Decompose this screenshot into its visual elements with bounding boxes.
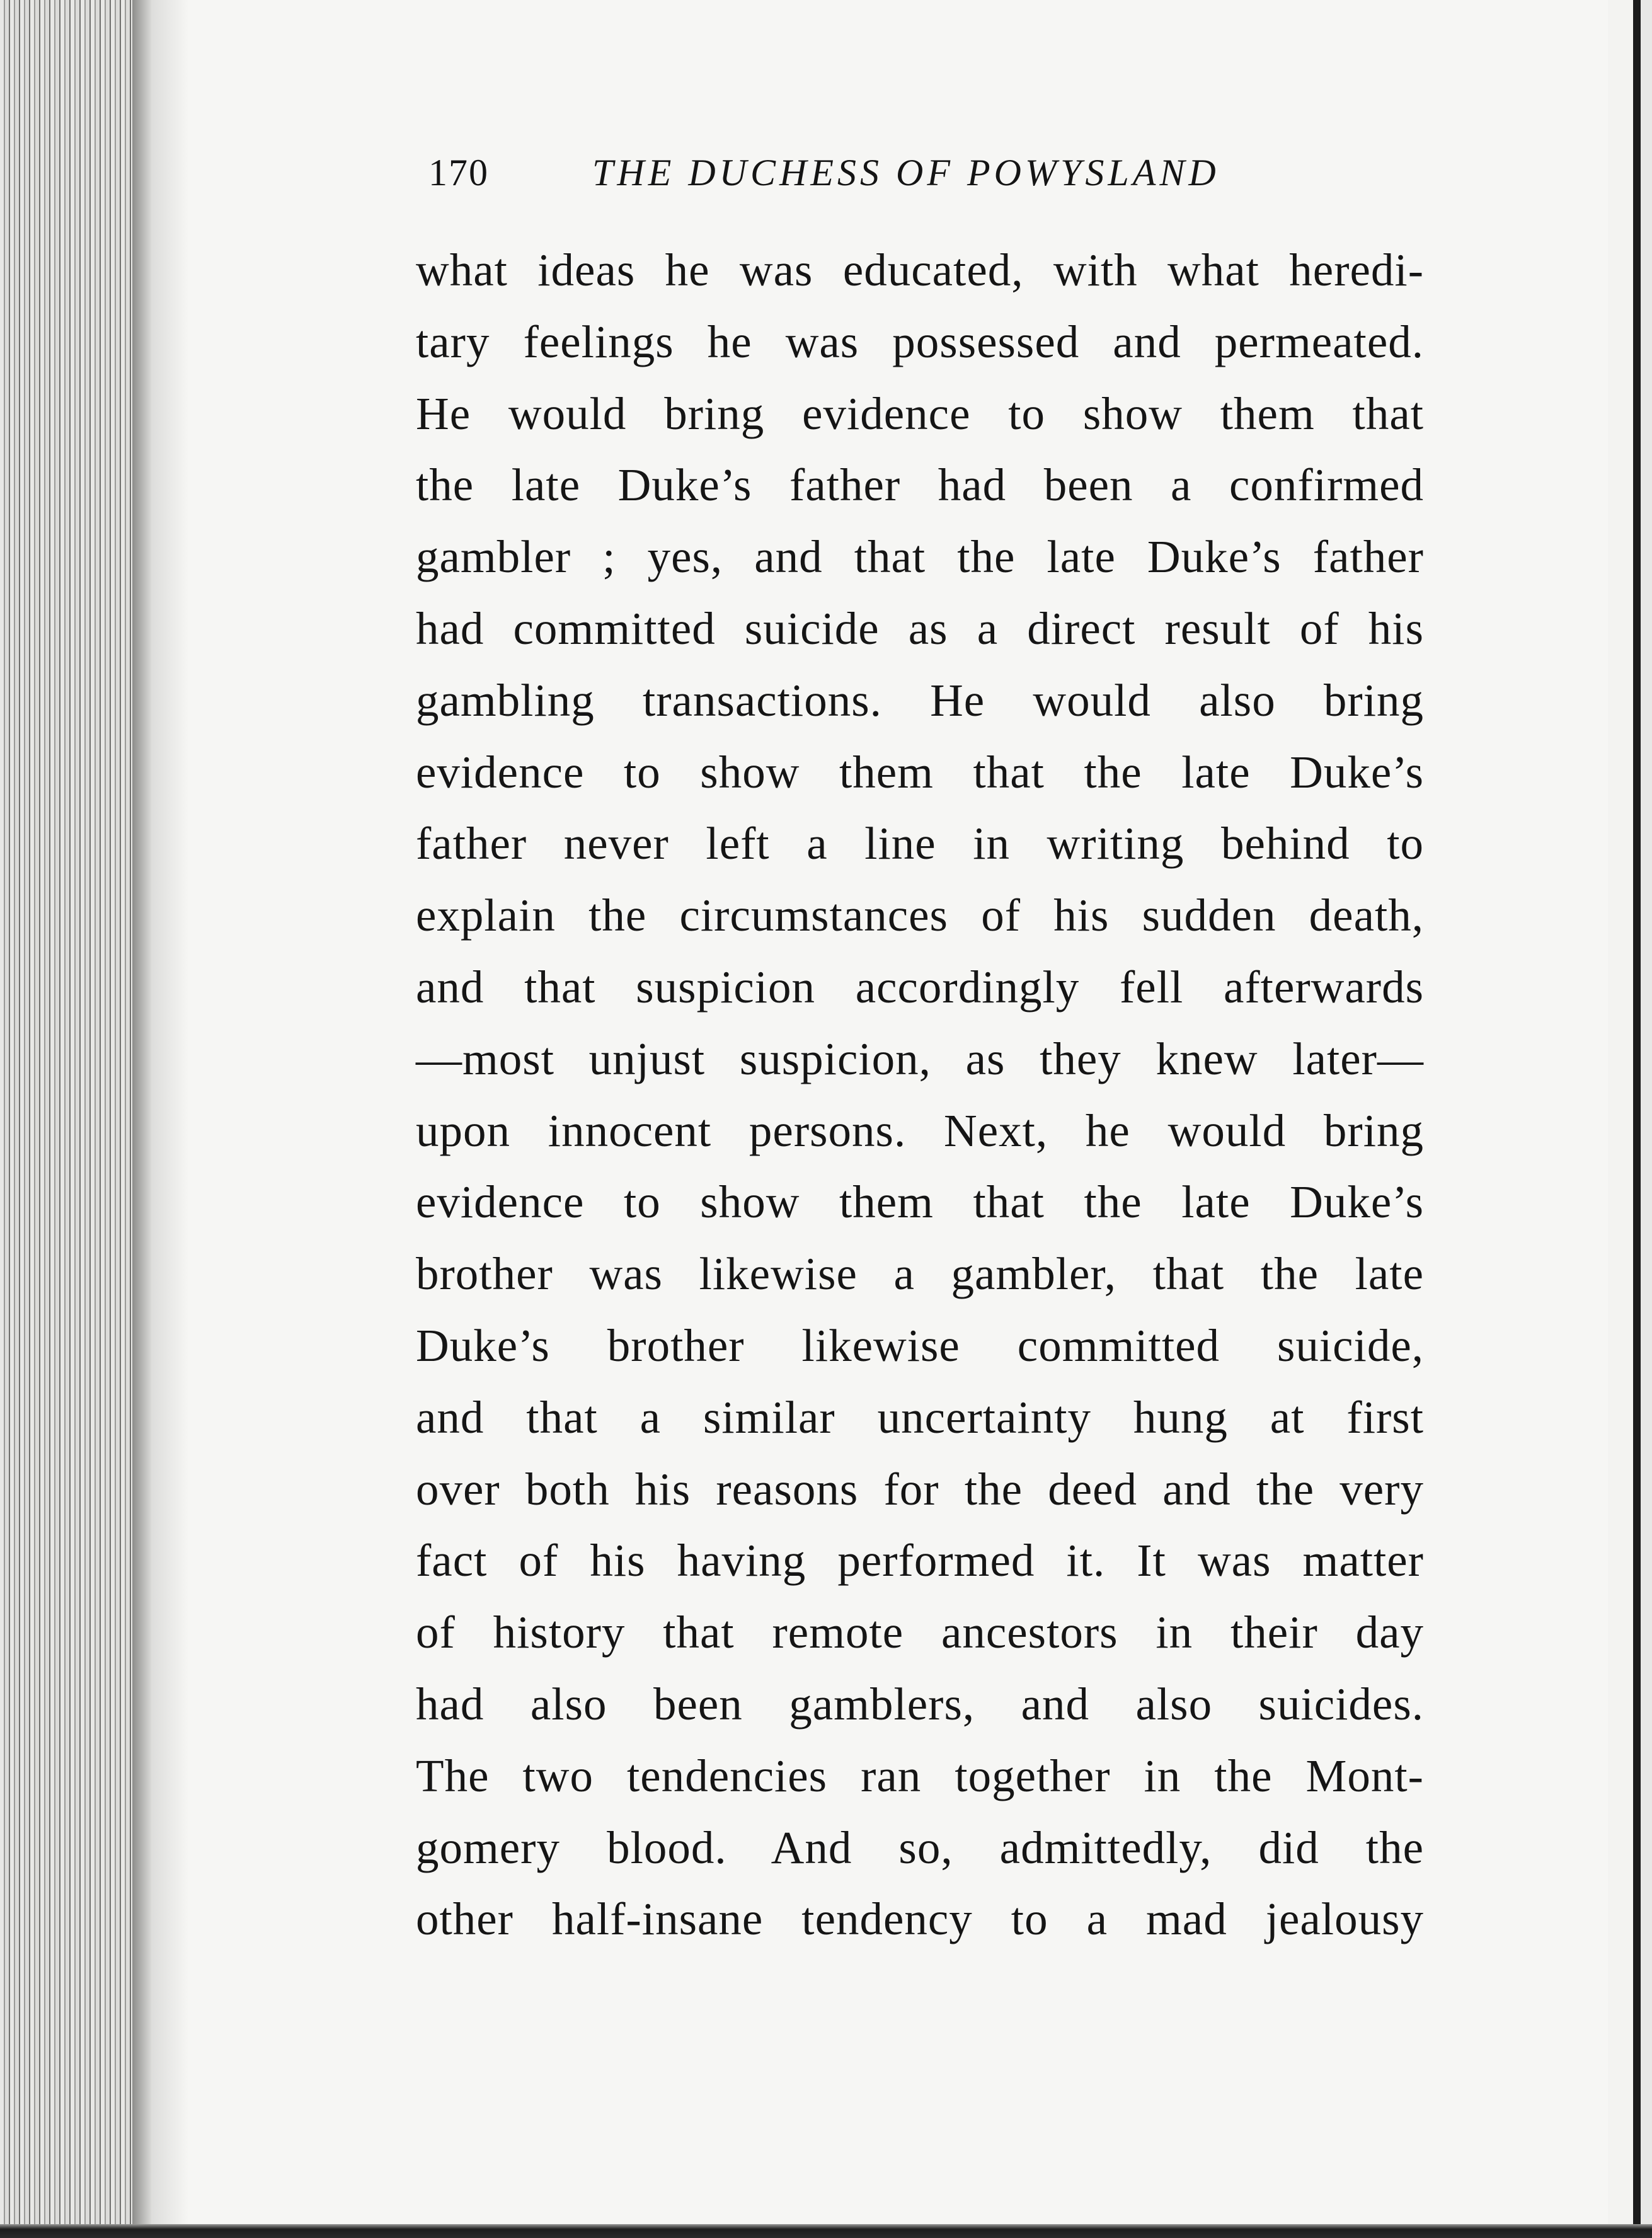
gutter-shadow xyxy=(151,0,189,2238)
text-line: Duke’s brother likewise committed suicide, xyxy=(416,1319,1424,1371)
text-line: The two tendencies ran together in the Mont- xyxy=(416,1750,1424,1801)
book-right-edge xyxy=(1608,0,1652,2238)
page-number: 170 xyxy=(428,152,489,193)
text-line: what ideas he was educated, with what heredi- xyxy=(416,244,1424,296)
text-line: had also been gamblers, and also suicides. xyxy=(416,1678,1424,1730)
body-text xyxy=(416,234,1424,1955)
text-line: had committed suicide as a direct result of his xyxy=(416,602,1424,654)
page-header xyxy=(428,151,1273,208)
text-line: tary feelings he was possessed and permeated. xyxy=(416,316,1424,367)
text-line: the late Duke’s father had been a confirmed xyxy=(416,459,1424,511)
book-bottom-edge xyxy=(0,2224,1652,2238)
text-line: gambler ; yes, and that the late Duke’s father xyxy=(416,531,1424,583)
text-line: brother was likewise a gambler, that the late xyxy=(416,1248,1424,1300)
text-line: upon innocent persons. Next, he would bring xyxy=(416,1105,1424,1156)
text-line: and that suspicion accordingly fell afterwards xyxy=(416,961,1424,1013)
text-line: gambling transactions. He would also bring xyxy=(416,674,1424,726)
text-line: and that a similar uncertainty hung at first xyxy=(416,1391,1424,1443)
text-line: other half-insane tendency to a mad jealousy xyxy=(416,1893,1424,1945)
text-line: evidence to show them that the late Duke’s xyxy=(416,1176,1424,1228)
text-line: over both his reasons for the deed and the very xyxy=(416,1463,1424,1515)
text-line: gomery blood. And so, admittedly, did the xyxy=(416,1822,1424,1873)
text-line: explain the circumstances of his sudden death, xyxy=(416,890,1424,941)
book-left-edge xyxy=(0,0,151,2238)
text-line: evidence to show them that the late Duke’s xyxy=(416,746,1424,798)
text-line: father never left a line in writing behind to xyxy=(416,818,1424,869)
text-line: —most unjust suspicion, as they knew later— xyxy=(416,1033,1424,1084)
text-line: He would bring evidence to show them that xyxy=(416,387,1424,439)
running-title: THE DUCHESS OF POWYSLAND xyxy=(592,152,1220,193)
text-line: of history that remote ancestors in their day xyxy=(416,1607,1424,1658)
text-line: fact of his having performed it. It was matter xyxy=(416,1535,1424,1587)
